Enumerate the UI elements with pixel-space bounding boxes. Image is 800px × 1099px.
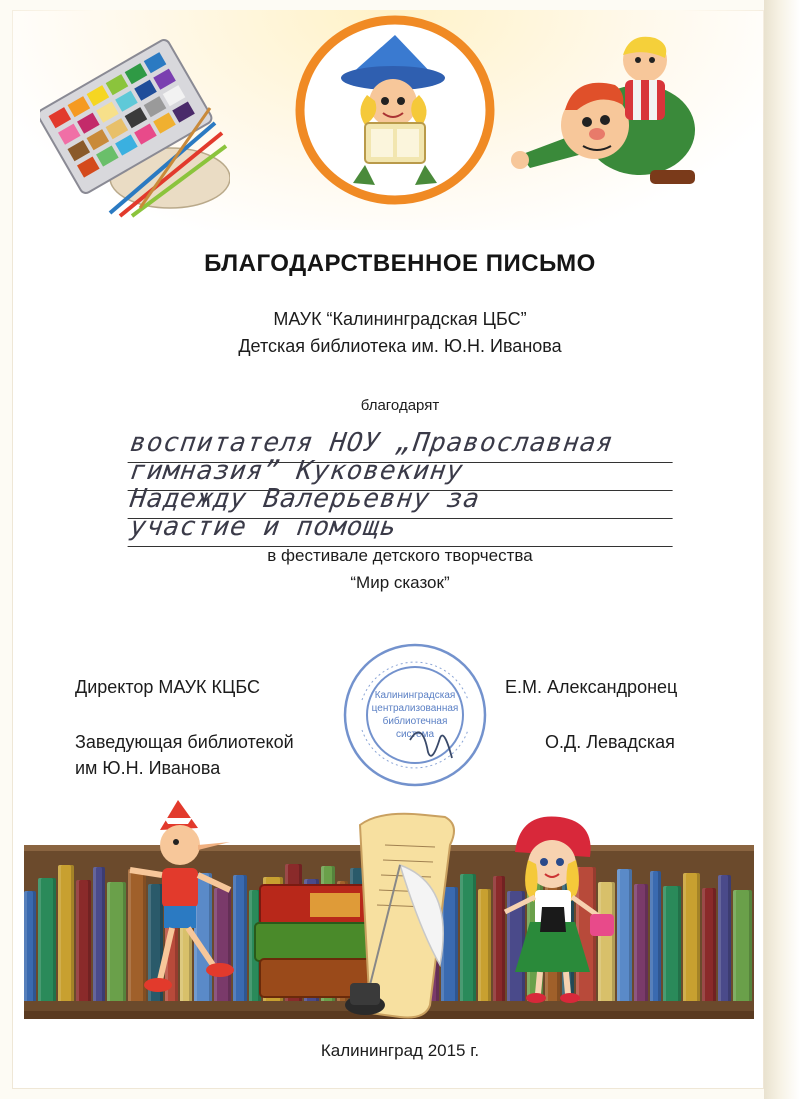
stamp-line-2: централизованная <box>371 703 459 714</box>
scarecrow-reading-icon <box>295 15 495 205</box>
handwritten-line-4: участие и помощь <box>128 512 678 547</box>
shelf-book <box>663 886 681 1001</box>
head-librarian-title: Заведующая библиотекой <box>75 732 294 752</box>
pinocchio-icon <box>120 800 250 1015</box>
carlson-and-kid-icon <box>505 30 715 220</box>
shelf-book <box>650 871 662 1001</box>
head-librarian-title-2: им Ю.Н. Иванова <box>75 758 221 778</box>
shelf-book <box>634 884 647 1001</box>
stamp-line-3: библиотечная <box>382 716 448 727</box>
shelf-book <box>58 865 74 1001</box>
little-red-riding-hood-icon <box>490 812 620 1007</box>
director-name: Е.М. Александронец <box>505 677 678 697</box>
shelf-book <box>702 888 716 1001</box>
shelf-book <box>718 875 731 1001</box>
library-stamp <box>340 640 490 790</box>
shelf-book <box>683 873 699 1001</box>
library-name: Детская библиотека им. Ю.Н. Иванова <box>238 336 562 356</box>
director-title: Директор МАУК КЦБС <box>75 677 260 697</box>
city-and-year: Калининград 2015 г. <box>320 1041 480 1060</box>
festival-name: “Мир сказок” <box>350 573 450 592</box>
handwritten-line-3: Надежду Валерьевну за <box>128 484 678 519</box>
page-title: БЛАГОДАРСТВЕННОЕ ПИСЬМО <box>204 250 596 277</box>
shelf-book <box>733 890 752 1001</box>
thanks-word: благодарят <box>360 397 440 414</box>
stamp-line-4: система <box>395 729 435 740</box>
stamp-line-1: Калининградская <box>374 690 456 701</box>
shelf-book <box>38 878 56 1001</box>
handwritten-line-2: гимназия” Куковекину <box>128 456 678 491</box>
shelf-book <box>24 891 36 1001</box>
page-edge-shadow <box>764 0 800 1099</box>
books-scroll-quill-icon <box>250 805 495 1030</box>
paint-palette-icon <box>40 38 230 218</box>
organization-name: МАУК “Калининградская ЦБС” <box>273 309 527 329</box>
handwritten-line-1: воспитателя НОУ „Православная <box>128 428 678 463</box>
shelf-book <box>93 867 106 1001</box>
shelf-book <box>76 880 90 1001</box>
festival-line: в фестивале детского творчества <box>267 546 533 565</box>
head-librarian-name: О.Д. Левадская <box>545 732 675 752</box>
